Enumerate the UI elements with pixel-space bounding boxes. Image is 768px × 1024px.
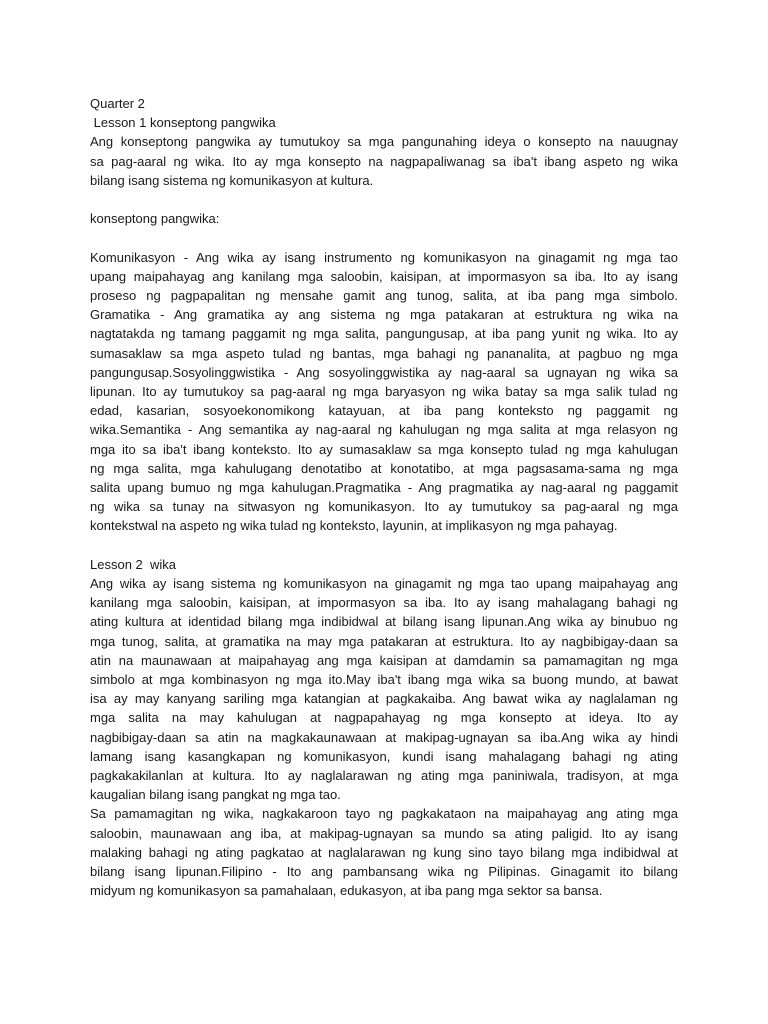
text-line: kontekstwal na aspeto ng wika tulad ng konteksto, layunin, at implikasyon ng mga pahayag. — [90, 518, 618, 534]
text-line: salita upang bumuo ng mga kahulugan.Pragmatika - Ang pragmatika ay nag-aaral ng paggamit — [90, 480, 678, 496]
text-line: saloobin, maunawaan ang iba, at makipag-ugnayan sa mundo sa ating paligid. Ito ay isang — [90, 825, 678, 841]
text-line: midyum ng komunikasyon sa pamahalaan, edukasyon, at iba pang mga sektor sa bansa. — [90, 883, 603, 899]
text-line: kaugalian bilang isang pangkat ng mga tao. — [90, 787, 341, 803]
text-line: lamang isang kasangkapan ng komunikasyon, kundi isang mahalagang bahagi ng ating — [90, 748, 678, 764]
text-line: ng wika sa tunay na sitwasyon ng komunikasyon. Ito ay tumutukoy sa pag-aaral ng mga — [90, 499, 678, 515]
text-line: isa ay may kanyang sariling mga katangian at pagkakaiba. Ang bawat wika ay naglalaman ng — [90, 691, 678, 707]
lesson-2-title: Lesson 2 wika — [90, 556, 176, 572]
text-line: sa pag-aaral ng wika. Ito ay mga konsepto na nagpapaliwanag sa iba't ibang aspeto ng wika — [90, 153, 678, 169]
spacer — [90, 190, 678, 209]
text-line: atin na maunawaan at maipahayag ang mga kaisipan at damdamin sa pamamagitan ng mga — [90, 652, 678, 668]
text-line: Komunikasyon - Ang wika ay isang instrumento ng komunikasyon na ginagamit ng mga tao — [90, 249, 678, 265]
text-line: mga salita na may kahulugan at nagpapahayag ng mga konsepto at ideya. Ito ay — [90, 710, 678, 726]
text-line: sumasaklaw sa mga aspeto tulad ng bantas, mga bahagi ng pananalita, at pagbuo ng mga — [90, 345, 678, 361]
text-line: kanilang mga saloobin, kaisipan, at impormasyon sa iba. Ito ay isang mahalagang bahagi ng — [90, 595, 678, 611]
text-line: proseso ng pagpapalitan ng mensahe gamit ang tunog, salita, at iba pang mga simbolo. — [90, 288, 678, 303]
text-line: pangungusap.Sosyolinggwistika - Ang sosyolinggwistika ay nag-aaral sa ugnayan ng wika sa — [90, 364, 678, 380]
concepts-heading: konseptong pangwika: — [90, 211, 220, 227]
text-line: simbolo at mga kombinasyon ng mga ito.May iba't ibang mga wika sa buong mundo, at bawat — [90, 672, 678, 688]
text-line: ating kultura at identidad bilang mga indibidwal at bilang isang lipunan.Ang wika ay binubuo ng — [90, 614, 678, 630]
text-line: Gramatika - Ang gramatika ay ang sistema ng mga patakaran at estruktura ng wika na — [90, 307, 678, 323]
concepts-paragraph — [90, 248, 678, 536]
text-line: wika.Semantika - Ang semantika ay nag-aaral ng kahulugan ng mga salita at mga relasyon ng — [90, 422, 678, 438]
text-line: nagtatakda ng tamang paggamit ng mga salita, pangungusap, at iba pang yunit ng wika. Ito ay — [90, 326, 678, 342]
document-page — [90, 94, 678, 900]
text-line: Sa pamamagitan ng wika, nagkakaroon tayo ng pagkakataon na maipahayag ang ating mga — [90, 806, 678, 822]
quarter-label: Quarter 2 — [90, 96, 145, 111]
text-line: pagkakakilanlan at kultura. Ito ay naglalarawan ng ating mga paniniwala, tradisyon, at mga — [90, 768, 678, 784]
text-line: nagbibigay-daan sa atin na magkakaunawaan at makipag-ugnayan sa iba.Ang wika ay hindi — [90, 729, 678, 745]
lesson-1-title: Lesson 1 konseptong pangwika — [90, 115, 276, 131]
text-line: Ang konseptong pangwika ay tumutukoy sa mga pangunahing ideya o konsepto na nauugnay — [90, 134, 678, 150]
text-line: mga tunog, salita, at gramatika na may mga patakaran at estruktura. Ito ay nagbibigay-daan sa — [90, 633, 678, 649]
lesson-1-intro-paragraph — [90, 132, 678, 190]
text-line: Ang wika ay isang sistema ng komunikasyon na ginagamit ng mga tao upang maipahayag ang — [90, 576, 678, 592]
spacer — [90, 536, 678, 555]
text-line: mga ito sa iba't ibang konteksto. Ito ay sumasaklaw sa mga konsepto tulad ng mga kahulugan — [90, 441, 678, 457]
text-line: ng mga salita, mga kahulugang denotatibo at konotatibo, at mga pagsasama-sama ng mga — [90, 460, 678, 476]
text-line: bilang isang lipunan.Filipino - Ito ang pambansang wika ng Pilipinas. Ginagamit ito bilang — [90, 864, 678, 880]
lesson-2-paragraph — [90, 574, 678, 900]
text-line: lipunan. Ito ay tumutukoy sa pag-aaral ng mga baryasyon ng wika batay sa mga salik tulad ng — [90, 384, 678, 400]
text-line: edad, kasarian, sosyoekonomikong katayuan, at iba pang konteksto ng paggamit ng — [90, 403, 678, 419]
text-line: bilang isang sistema ng komunikasyon at kultura. — [90, 172, 374, 188]
text-line: malaking bahagi ng ating pagkatao at naglalarawan ng kung sino tayo bilang mga indibidwal at — [90, 844, 678, 860]
text-line: upang maipahayag ang kanilang mga saloobin, kaisipan, at impormasyon sa iba. Ito ay isang — [90, 268, 678, 284]
spacer — [90, 228, 678, 247]
